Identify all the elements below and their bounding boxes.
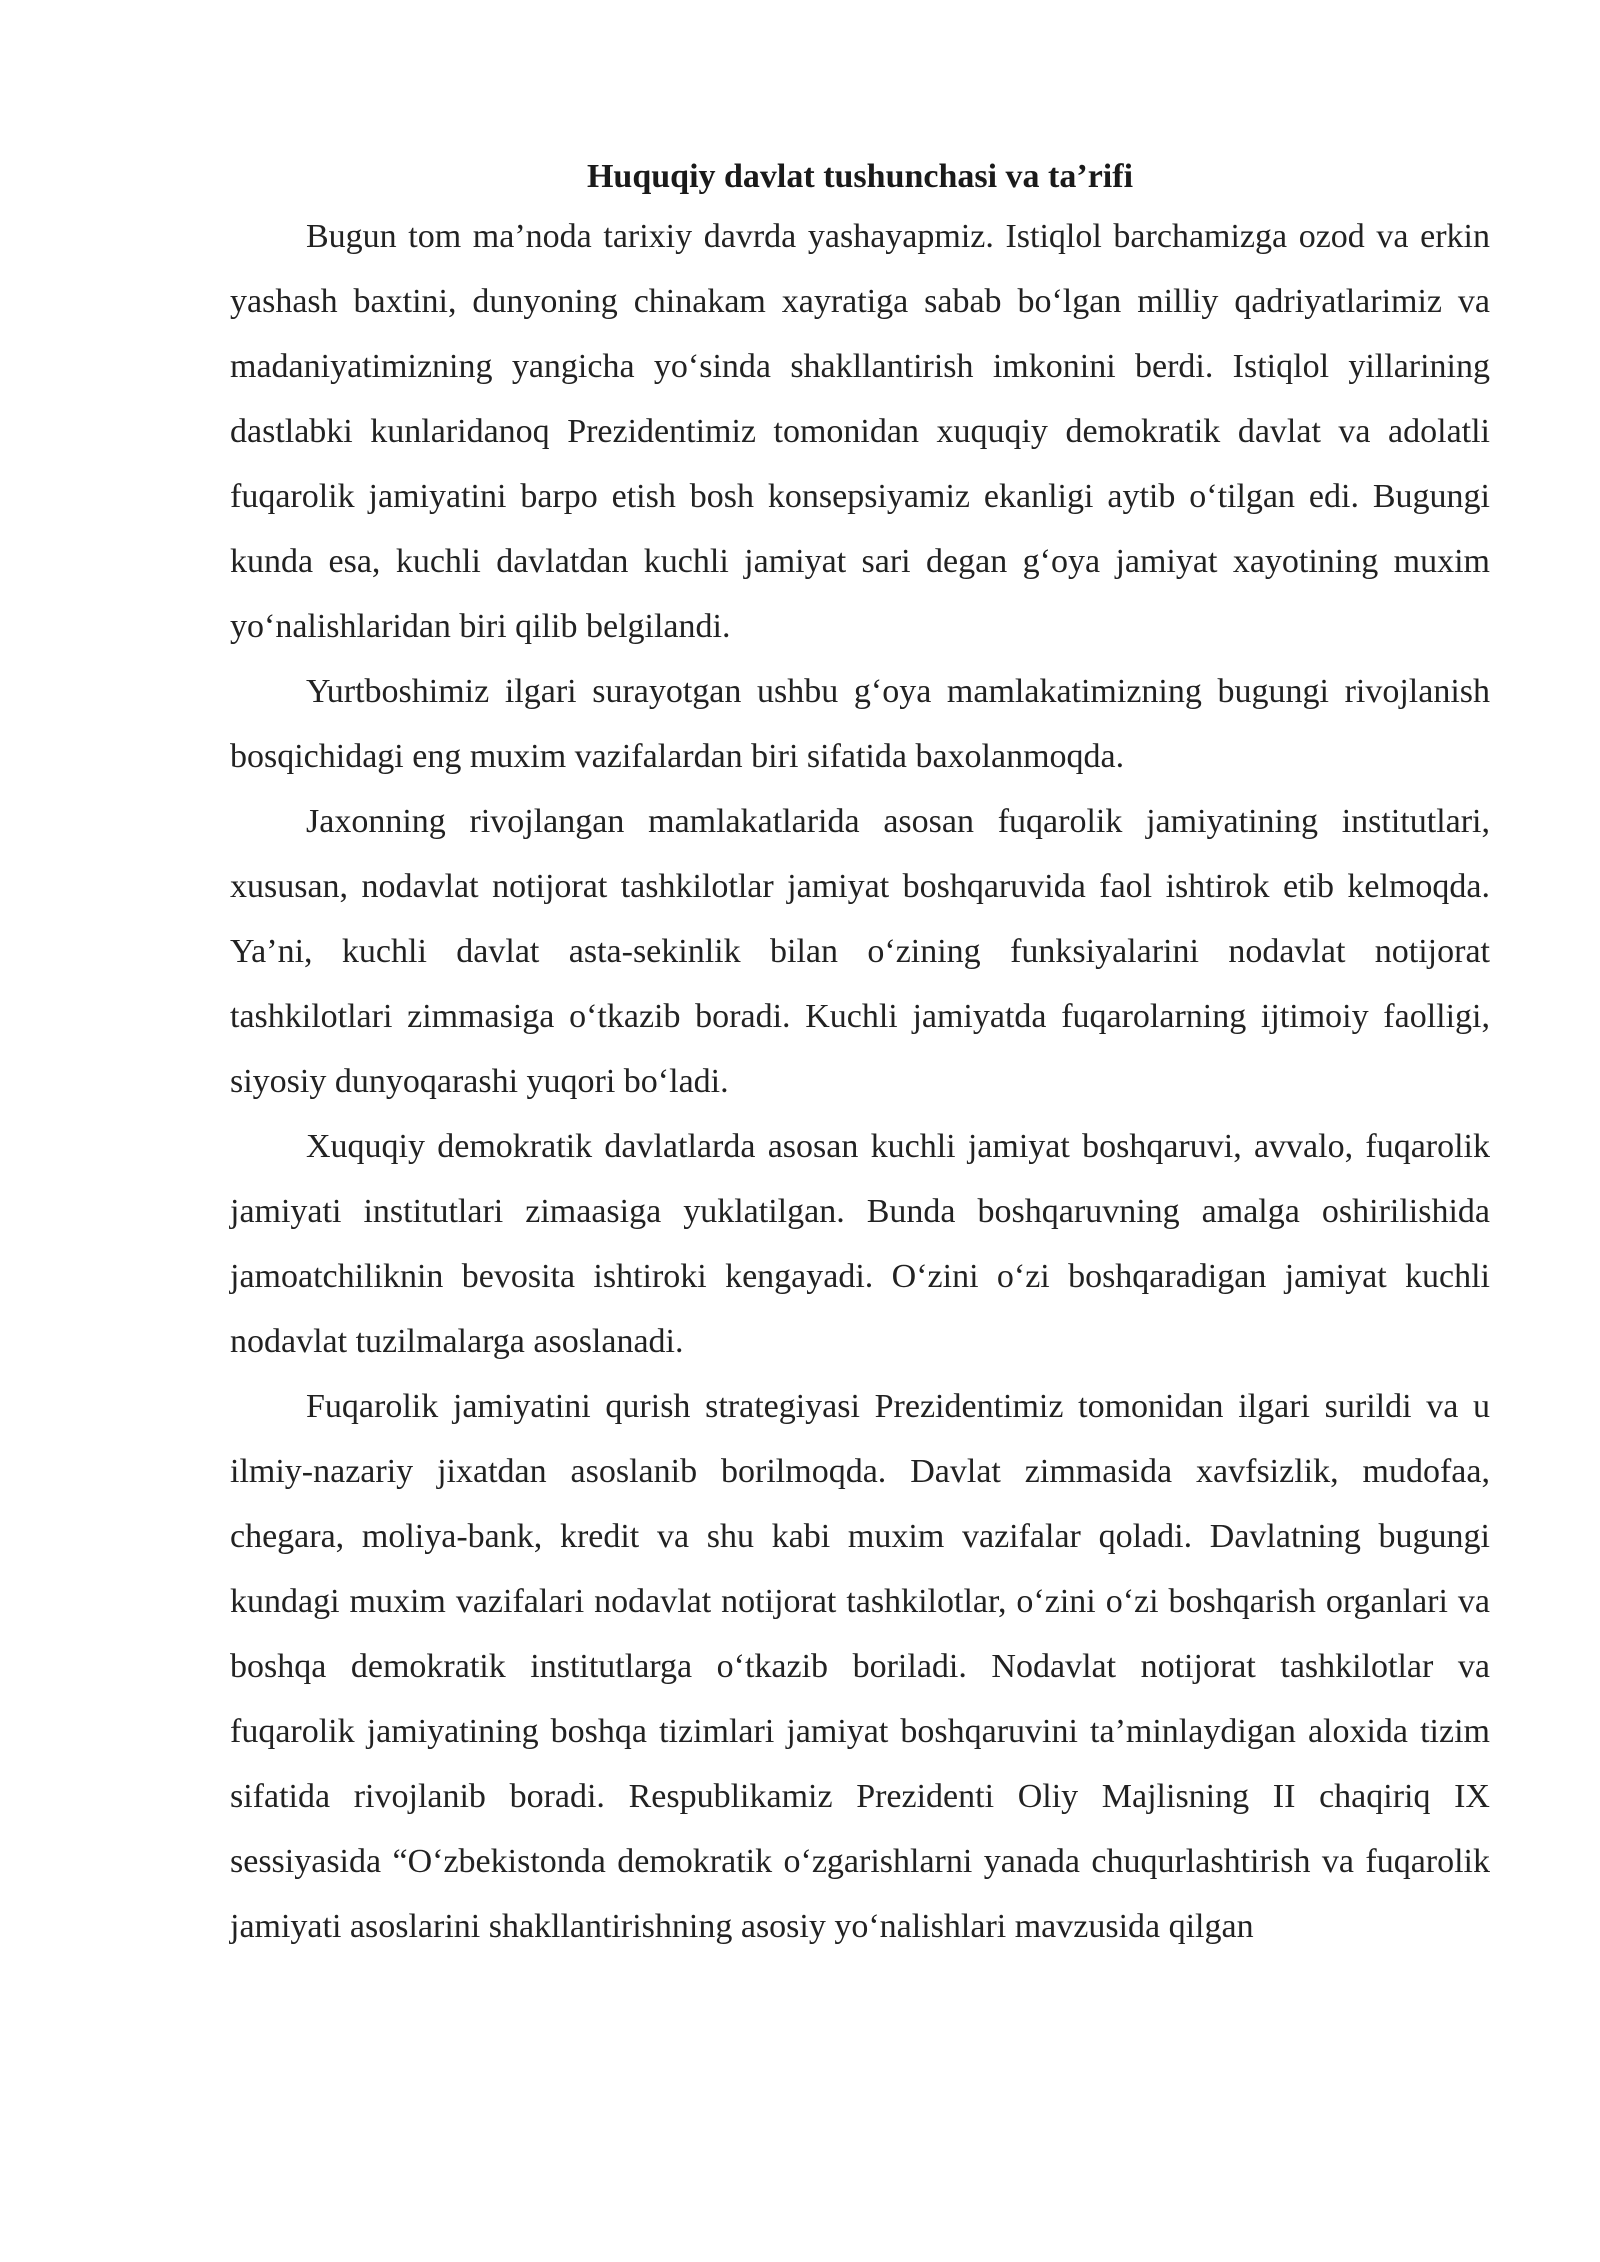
document-title: Huquqiy davlat tushunchasi va ta’rifi [586, 158, 1134, 195]
document-body [230, 150, 1490, 1959]
paragraph-1: Bugun tom ma’noda tarixiy davrda yashayapmiz. Istiqlol barchamizga ozod va erkin yashash baxtini, dunyoning chinakam xayratiga sabab bo‘lgan milliy qadriyatlarimiz va madaniyatimizning yangicha yo‘sinda shakllantirish imkonini berdi. Istiqlol yillarining dastlabki kunlaridanoq Prezidentimiz tomonidan xuquqiy demokratik davlat va adolatli fuqarolik jamiyatini barpo etish bosh konsepsiyamiz ekanligi aytib o‘tilgan edi. Bugungi kunda esa, kuchli davlatdan kuchli jamiyat sari degan g‘oya jamiyat xayotining muxim yo‘nalishlaridan biri qilib belgilandi. [230, 218, 1490, 645]
paragraph-3: Jaxonning rivojlangan mamlakatlarida asosan fuqarolik jamiyatining institutlari, xususan, nodavlat notijorat tashkilotlar jamiyat boshqaruvida faol ishtirok etib kelmoqda. Ya’ni, kuchli davlat asta-sekinlik bilan o‘zining funksiyalarini nodavlat notijorat tashkilotlari zimmasiga o‘tkazib boradi. Kuchli jamiyatda fuqarolarning ijtimoiy faolligi, siyosiy dunyoqarashi yuqori bo‘ladi. [230, 803, 1490, 1100]
paragraph-4: Xuquqiy demokratik davlatlarda asosan kuchli jamiyat boshqaruvi, avvalo, fuqarolik jamiyati institutlari zimaasiga yuklatilgan. Bunda boshqaruvning amalga oshirilishida jamoatchiliknin bevosita ishtiroki kengayadi. O‘zini o‘zi boshqaradigan jamiyat kuchli nodavlat tuzilmalarga asoslanadi. [230, 1128, 1490, 1360]
paragraph-5: Fuqarolik jamiyatini qurish strategiyasi Prezidentimiz tomonidan ilgari surildi va u ilmiy-nazariy jixatdan asoslanib borilmoqda. Davlat zimmasida xavfsizlik, mudofaa, chegara, moliya-bank, kredit va shu kabi muxim vazifalar qoladi. Davlatning bugungi kundagi muxim vazifalari nodavlat notijorat tashkilotlar, o‘zini o‘zi boshqarish organlari va boshqa demokratik institutlarga o‘tkazib boriladi. Nodavlat notijorat tashkilotlar va fuqarolik jamiyatining boshqa tizimlari jamiyat boshqaruvini ta’minlaydigan aloxida tizim sifatida rivojlanib boradi. Respublikamiz Prezidenti Oliy Majlisning II chaqiriq IX sessiyasida “O‘zbekistonda demokratik o‘zgarishlarni yanada chuqurlashtirish va fuqarolik jamiyati asoslarini shakllantirishning asosiy yo‘nalishlari mavzusida qilgan [230, 1388, 1490, 1945]
paragraph-2: Yurtboshimiz ilgari surayotgan ushbu g‘oya mamlakatimizning bugungi rivojlanish bosqichidagi eng muxim vazifalardan biri sifatida baxolanmoqda. [230, 673, 1490, 775]
